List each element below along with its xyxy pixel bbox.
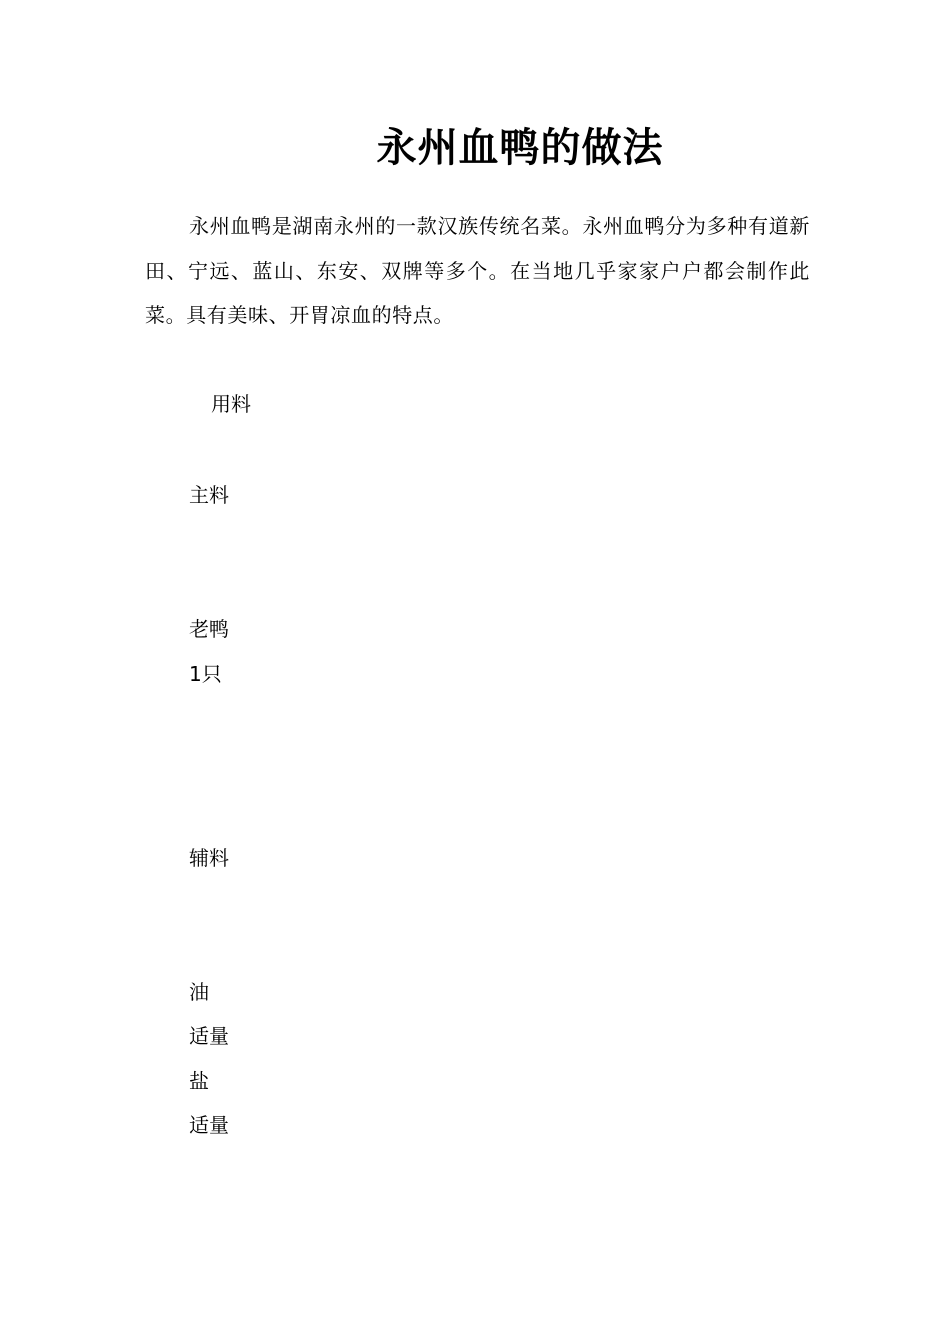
ingredient-name: 油: [189, 980, 209, 1004]
ingredient-amount: 1只: [189, 662, 222, 686]
ingredients-heading: 用料: [211, 392, 251, 416]
intro-paragraph: 永州血鸭是湖南永州的一款汉族传统名菜。永州血鸭分为多种有道新田、宁远、蓝山、东安、双牌等多个。在当地几乎家家户户都会制作此菜。具有美味、开胃凉血的特点。: [145, 214, 810, 327]
ingredient-name: 老鸭: [189, 617, 229, 641]
ingredient-amount: 适量: [189, 1024, 229, 1048]
auxiliary-ingredients-label: 辅料: [189, 846, 229, 870]
main-ingredients-label: 主料: [189, 483, 229, 507]
ingredient-amount: 适量: [189, 1113, 229, 1137]
ingredient-name: 盐: [189, 1069, 209, 1093]
document-title: 永州血鸭的做法: [376, 124, 664, 171]
